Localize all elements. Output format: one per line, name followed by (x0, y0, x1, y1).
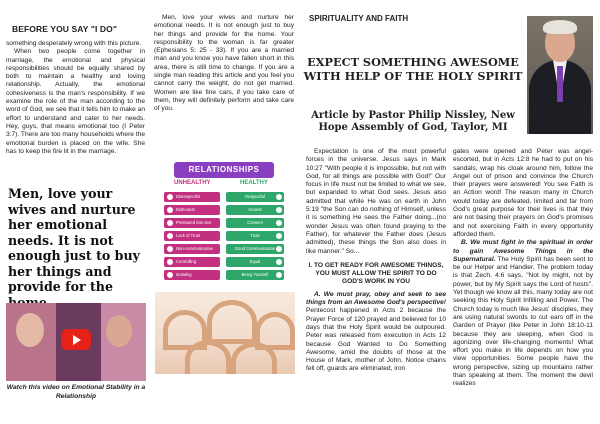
article-column-2 (453, 148, 593, 389)
point-lead: B. We must fight in the spiritual in order to gain Awesome Things in the Supernatural. (453, 239, 593, 263)
paragraph: Men, love your wives and nurture her emotional needs. It is not enough just to buy her things and provide for the home. Your responsibility to the woman is far greater (Ephesians 5: 25 - 33). If you are a married man and you know you have fallen short in this area, there is still time to change. If you are a single man reading this article and you feel you cannot carry the weight, do not get married. Women are like fine cars, if you take care of them, they will definitely perform and take care of you. (154, 14, 294, 113)
check-icon (276, 246, 282, 252)
healthy-item: Honest (226, 205, 284, 215)
point-text: The Holy Spirit has been sent to be our Helper and Handler. The problem today is that Zech. 4:6 says, "Not by might, not by power, but by My Spirit says the Lord of hosts". Yet though we know all this, many today are not seeking this Holy Spirit Infilling and Power. The Church today is much like Jesus' disciples, they are using natural swords to cut ears off in the Garden of Prayer (like Peter in John 18:10-11 because they are sleeping, when God is agonizing over life-changing moments! What effort you make in life depends on how you view opportunities. Some people have the wrong perspective, sizing up mountains rather than speaking at them. The moment the devil realizes (453, 255, 593, 388)
unhealthy-item: Disrespectful (164, 192, 220, 202)
healthy-label: HEALTHY (240, 180, 268, 186)
relationship-row (164, 231, 284, 241)
relationships-banner: RELATIONSHIPS (174, 162, 274, 178)
hands-heart-photo (155, 292, 295, 374)
relationship-row (164, 192, 284, 202)
healthy-item: Equal (226, 257, 284, 267)
section-heading: I. TO GET READY FOR AWESOME THINGS, YOU MUST ALLOW THE SPIRIT TO DO GOD'S WORK IN YOU (308, 261, 444, 286)
unhealthy-item: Lack of Trust (164, 231, 220, 241)
paragraph: something desperately wrong with this picture. (6, 40, 142, 47)
unhealthy-item: Non-communicative (164, 244, 220, 254)
unhealthy-item: Dishonest (164, 205, 220, 215)
check-icon (276, 207, 282, 213)
healthy-item: Good Communication (226, 244, 284, 254)
paragraph (453, 239, 593, 388)
x-icon (167, 233, 173, 239)
x-icon (167, 272, 173, 278)
paragraph (306, 291, 446, 374)
relationship-row (164, 257, 284, 267)
relationship-row (164, 205, 284, 215)
relationship-row (164, 270, 284, 280)
check-icon (276, 272, 282, 278)
x-icon (167, 246, 173, 252)
pull-quote: Men, love your wives and nurture her emotional needs. It is not enough just to buy her things and provide for the (8, 186, 140, 295)
section-label: SPIRITUALITY AND FAITH (309, 14, 409, 23)
point-text: Pentecost happened in Acts 2 because the Prayer Force of 120 prayed and believed for 10 days that the Holy Spirit would be outpoured. Peter was released from execution in Acts 12 because God Wanted to Do Something Awesome, amid the doubts of those at the House of Mark, mother of John. Notice chains fell off, guards are eliminated, iron (306, 307, 446, 373)
unhealthy-item: Pressured into Sex (164, 218, 220, 228)
unhealthy-item: Controlling (164, 257, 220, 267)
right-panel (303, 0, 600, 424)
x-icon (167, 194, 173, 200)
article-byline: Article by Pastor Philip Nissley, New Hope Assembly of God, Taylor, MI (311, 110, 515, 133)
unhealthy-label: UNHEALTHY (174, 180, 211, 186)
x-icon (167, 207, 173, 213)
check-icon (276, 220, 282, 226)
healthy-item: Being Yourself (226, 270, 284, 280)
healthy-item: Trust (226, 231, 284, 241)
healthy-item: Respectful (226, 192, 284, 202)
section-heading: BEFORE YOU SAY "I DO" (12, 24, 117, 34)
relationships-graphic (160, 160, 288, 283)
healthy-item: Consent (226, 218, 284, 228)
unhealthy-item: Isolating (164, 270, 220, 280)
article-title: EXPECT SOMETHING AWESOME WITH HELP OF THE HOLY SPIRIT (303, 55, 523, 83)
relationship-row (164, 244, 284, 254)
relationship-row (164, 218, 284, 228)
paragraph: When two people come together in marriage, the emotional and physical responsibilities should be equally shared by both to maintain a healthy and loving relationship. Actually, the emotional cohesiveness is the man's responsibility. If we examine the role of the man according to the word of God, we see that it tells him to make an effort to understand and cater to her needs. Hey, guys, that means emotional too (I Peter 3:7). There are too many households where the emotional burden is placed on the wife. She has to keep the fire lit in the marriage. (6, 48, 145, 155)
check-icon (276, 194, 282, 200)
point-lead: A. We must pray, obey and seek to see things from an Awesome God's perspective! (306, 290, 446, 307)
play-icon[interactable] (61, 329, 91, 350)
x-icon (167, 220, 173, 226)
article-column-1 (306, 148, 446, 374)
x-icon (167, 259, 173, 265)
paragraph: gates were opened and Peter was angel-escorted, but in Acts 12:8 he had to put on his sandals, wrap his cloak around him, follow the Angel out of prison and convince the Church their prayers were answered! You see Faith is an Action word! The reason many in Church would today are defeated, limited and far from God's great purpose for their lives is that they are not basing their prayers on God's promises and not exercising Faith in every opportunity afforded them. (453, 148, 593, 238)
video-caption: Watch this video on Emotional Stability in a Relationship (6, 384, 146, 400)
video-thumbnail[interactable] (6, 303, 146, 381)
author-photo (527, 16, 593, 134)
paragraph: Expectation is one of the most powerful forces in the universe. Jesus says in Mark 10:27 "With people it is impossible, but not with God, for all things are possible with God!" Our focus in life must not be limited to what we see, but expanded to what God sees. Jesus also admitted that while He was on earth in John 5:19 "the Son can do nothing of Himself, unless it is something He sees the Father doing...(no wonder Jesus was often found praying to the Father), for whatever the Father does (Jesus admitted), these things the Son also does in like manner." So... (306, 148, 446, 255)
check-icon (276, 233, 282, 239)
check-icon (276, 259, 282, 265)
